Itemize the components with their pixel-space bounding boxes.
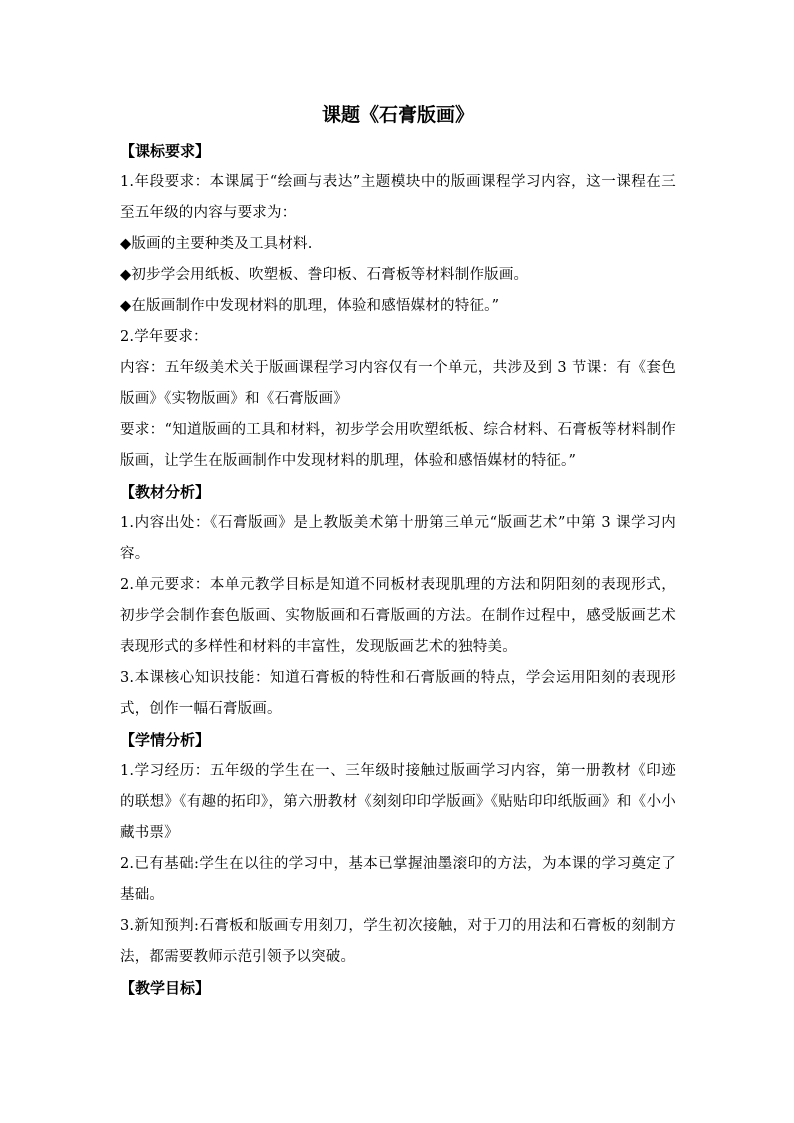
paragraph: 3.新知预判:石膏板和版画专用刻刀，学生初次接触，对于刀的用法和石膏板的刻制方法，都需要教师示范引领予以突破。 [120,918,676,965]
bullet-item: ◆初步学会用纸板、吹塑板、誊印板、石膏板等材料制作版画。 [120,267,529,283]
section-curriculum-requirements [120,136,676,477]
bullet-item: ◆版画的主要种类及工具材料. [120,236,313,252]
section-textbook-analysis [120,477,676,725]
section-heading: 【教材分析】 [120,483,211,501]
paragraph: 1.年段要求：本课属于“绘画与表达”主题模块中的版画课程学习内容，这一课程在三至五年级的内容与要求为： [120,174,676,221]
paragraph: 内容：五年级美术关于版画课程学习内容仅有一个单元，共涉及到 3 节课：有《套色版画》《实物版画》和《石膏版画》 [120,360,676,407]
paragraph: 1.内容出处：《石膏版画》是上教版美术第十册第三单元“版画艺术”中第 3 课学习内容。 [120,515,676,562]
paragraph: 1.学习经历：五年级的学生在一、三年级时接触过版画学习内容，第一册教材《印迹的联想》《有趣的拓印》，第六册教材《刻刻印印学版画》《贴贴印印纸版画》和《小小藏书票》 [120,763,676,841]
section-student-analysis [120,725,676,973]
document-page [120,100,676,1004]
section-teaching-goals [120,973,676,1004]
paragraph: 2.学年要求： [120,329,208,345]
section-heading: 【学情分析】 [120,731,211,749]
section-heading: 【课标要求】 [120,142,211,160]
paragraph: 要求：“知道版画的工具和材料，初步学会用吹塑纸板、综合材料、石膏板等材料制作版画，让学生在版画制作中发现材料的肌理，体验和感悟媒材的特征。” [120,422,676,469]
paragraph: 3.本课核心知识技能：知道石膏板的特性和石膏版画的特点，学会运用阳刻的表现形式，创作一幅石膏版画。 [120,670,676,717]
paragraph: 2.单元要求：本单元教学目标是知道不同板材表现肌理的方法和阴阳刻的表现形式，初步学会制作套色版画、实物版画和石膏版画的方法。在制作过程中，感受版画艺术表现形式的多样性和材料的丰富性，发现版画艺术的独特美。 [120,577,676,655]
bullet-item: ◆在版画制作中发现材料的肌理，体验和感悟媒材的特征。” [120,298,500,314]
section-heading: 【教学目标】 [120,979,211,997]
document-title: 课题《石膏版画》 [321,104,474,126]
paragraph: 2.已有基础:学生在以往的学习中，基本已掌握油墨滚印的方法，为本课的学习奠定了基础。 [120,856,676,903]
